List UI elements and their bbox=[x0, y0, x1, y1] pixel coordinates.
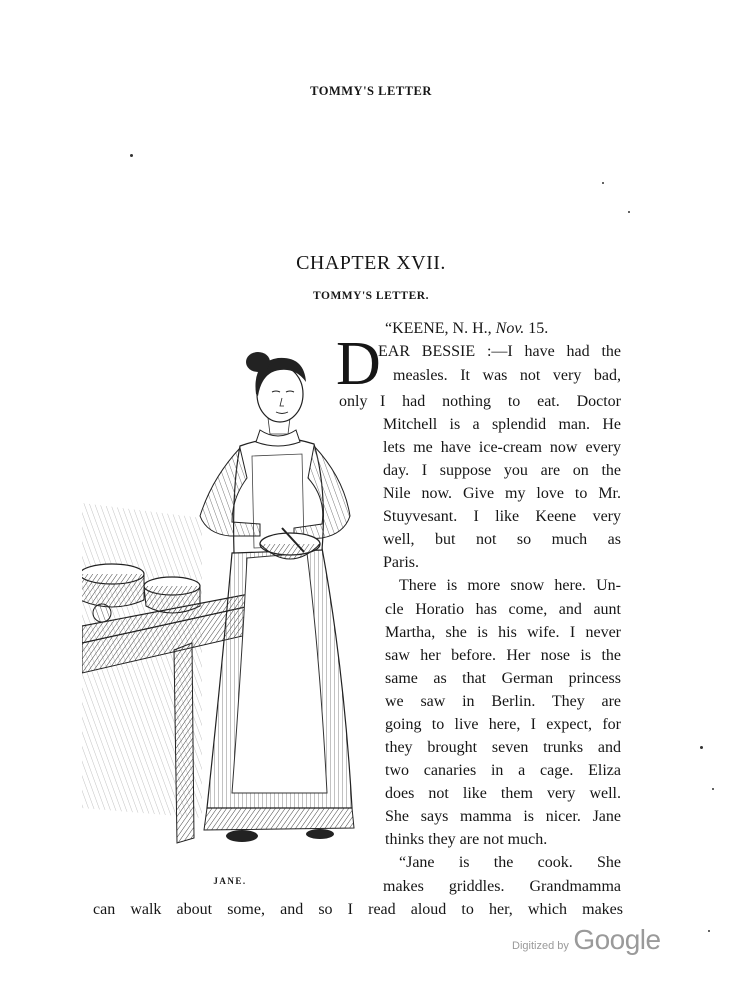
letter-line: “Jane is the cook. She bbox=[399, 854, 621, 871]
watermark-prefix: Digitized by bbox=[512, 940, 569, 952]
chapter-subtitle: TOMMY'S LETTER. bbox=[313, 290, 429, 302]
google-logo: Google bbox=[573, 924, 661, 955]
print-speck bbox=[628, 211, 630, 213]
letter-line: EAR BESSIE :—I have had the bbox=[378, 343, 621, 360]
drop-cap: D bbox=[336, 330, 381, 398]
jane-engraving bbox=[82, 338, 372, 858]
letter-line: Paris. bbox=[383, 554, 419, 571]
letter-line: cle Horatio has come, and aunt bbox=[385, 601, 621, 618]
letter-line: I had nothing to eat. Doctor bbox=[380, 393, 621, 410]
letter-line: going to live here, I expect, for bbox=[385, 716, 621, 733]
dateline-day: 15. bbox=[528, 320, 549, 337]
letter-line: There is more snow here. Un- bbox=[399, 577, 621, 594]
print-speck bbox=[700, 746, 703, 749]
letter-line: we saw in Berlin. They are bbox=[385, 693, 621, 710]
letter-line: measles. It was not very bad, bbox=[393, 367, 621, 384]
digitized-watermark bbox=[512, 924, 661, 956]
running-head: TOMMY'S LETTER bbox=[310, 84, 432, 98]
letter-line: day. I suppose you are on the bbox=[383, 462, 621, 479]
letter-line: saw her before. Her nose is the bbox=[385, 647, 621, 664]
letter-line: only bbox=[339, 393, 368, 410]
letter-line: does not like them very well. bbox=[385, 785, 621, 802]
letter-line: Martha, she is his wife. I never bbox=[385, 624, 621, 641]
letter-line: Mitchell is a splendid man. He bbox=[383, 416, 621, 433]
letter-line: makes griddles. Grandmamma bbox=[383, 878, 621, 895]
chapter-title: CHAPTER XVII. bbox=[296, 252, 446, 274]
print-speck bbox=[130, 154, 133, 157]
dateline-place: “KEENE, N. H., bbox=[385, 320, 492, 337]
illustration-caption: JANE. bbox=[213, 876, 247, 886]
letter-line: She says mamma is nicer. Jane bbox=[385, 808, 621, 825]
print-speck bbox=[712, 788, 714, 790]
letter-line: Nile now. Give my love to Mr. bbox=[383, 485, 621, 502]
letter-line: thinks they are not much. bbox=[385, 831, 548, 848]
letter-line: well, but not so much as bbox=[383, 531, 621, 548]
letter-line: Stuyvesant. I like Keene very bbox=[383, 508, 621, 525]
letter-line: same as that German princess bbox=[385, 670, 621, 687]
letter-line: lets me have ice-cream now every bbox=[383, 439, 621, 456]
print-speck bbox=[708, 930, 710, 932]
letter-line: two canaries in a cage. Eliza bbox=[385, 762, 621, 779]
letter-line: can walk about some, and so I read aloud to her, which makes bbox=[93, 901, 623, 918]
letter-line: they brought seven trunks and bbox=[385, 739, 621, 756]
print-speck bbox=[602, 182, 604, 184]
illustration-jane bbox=[82, 338, 372, 858]
letter-dateline bbox=[385, 319, 548, 339]
dateline-month: Nov. bbox=[495, 320, 525, 337]
